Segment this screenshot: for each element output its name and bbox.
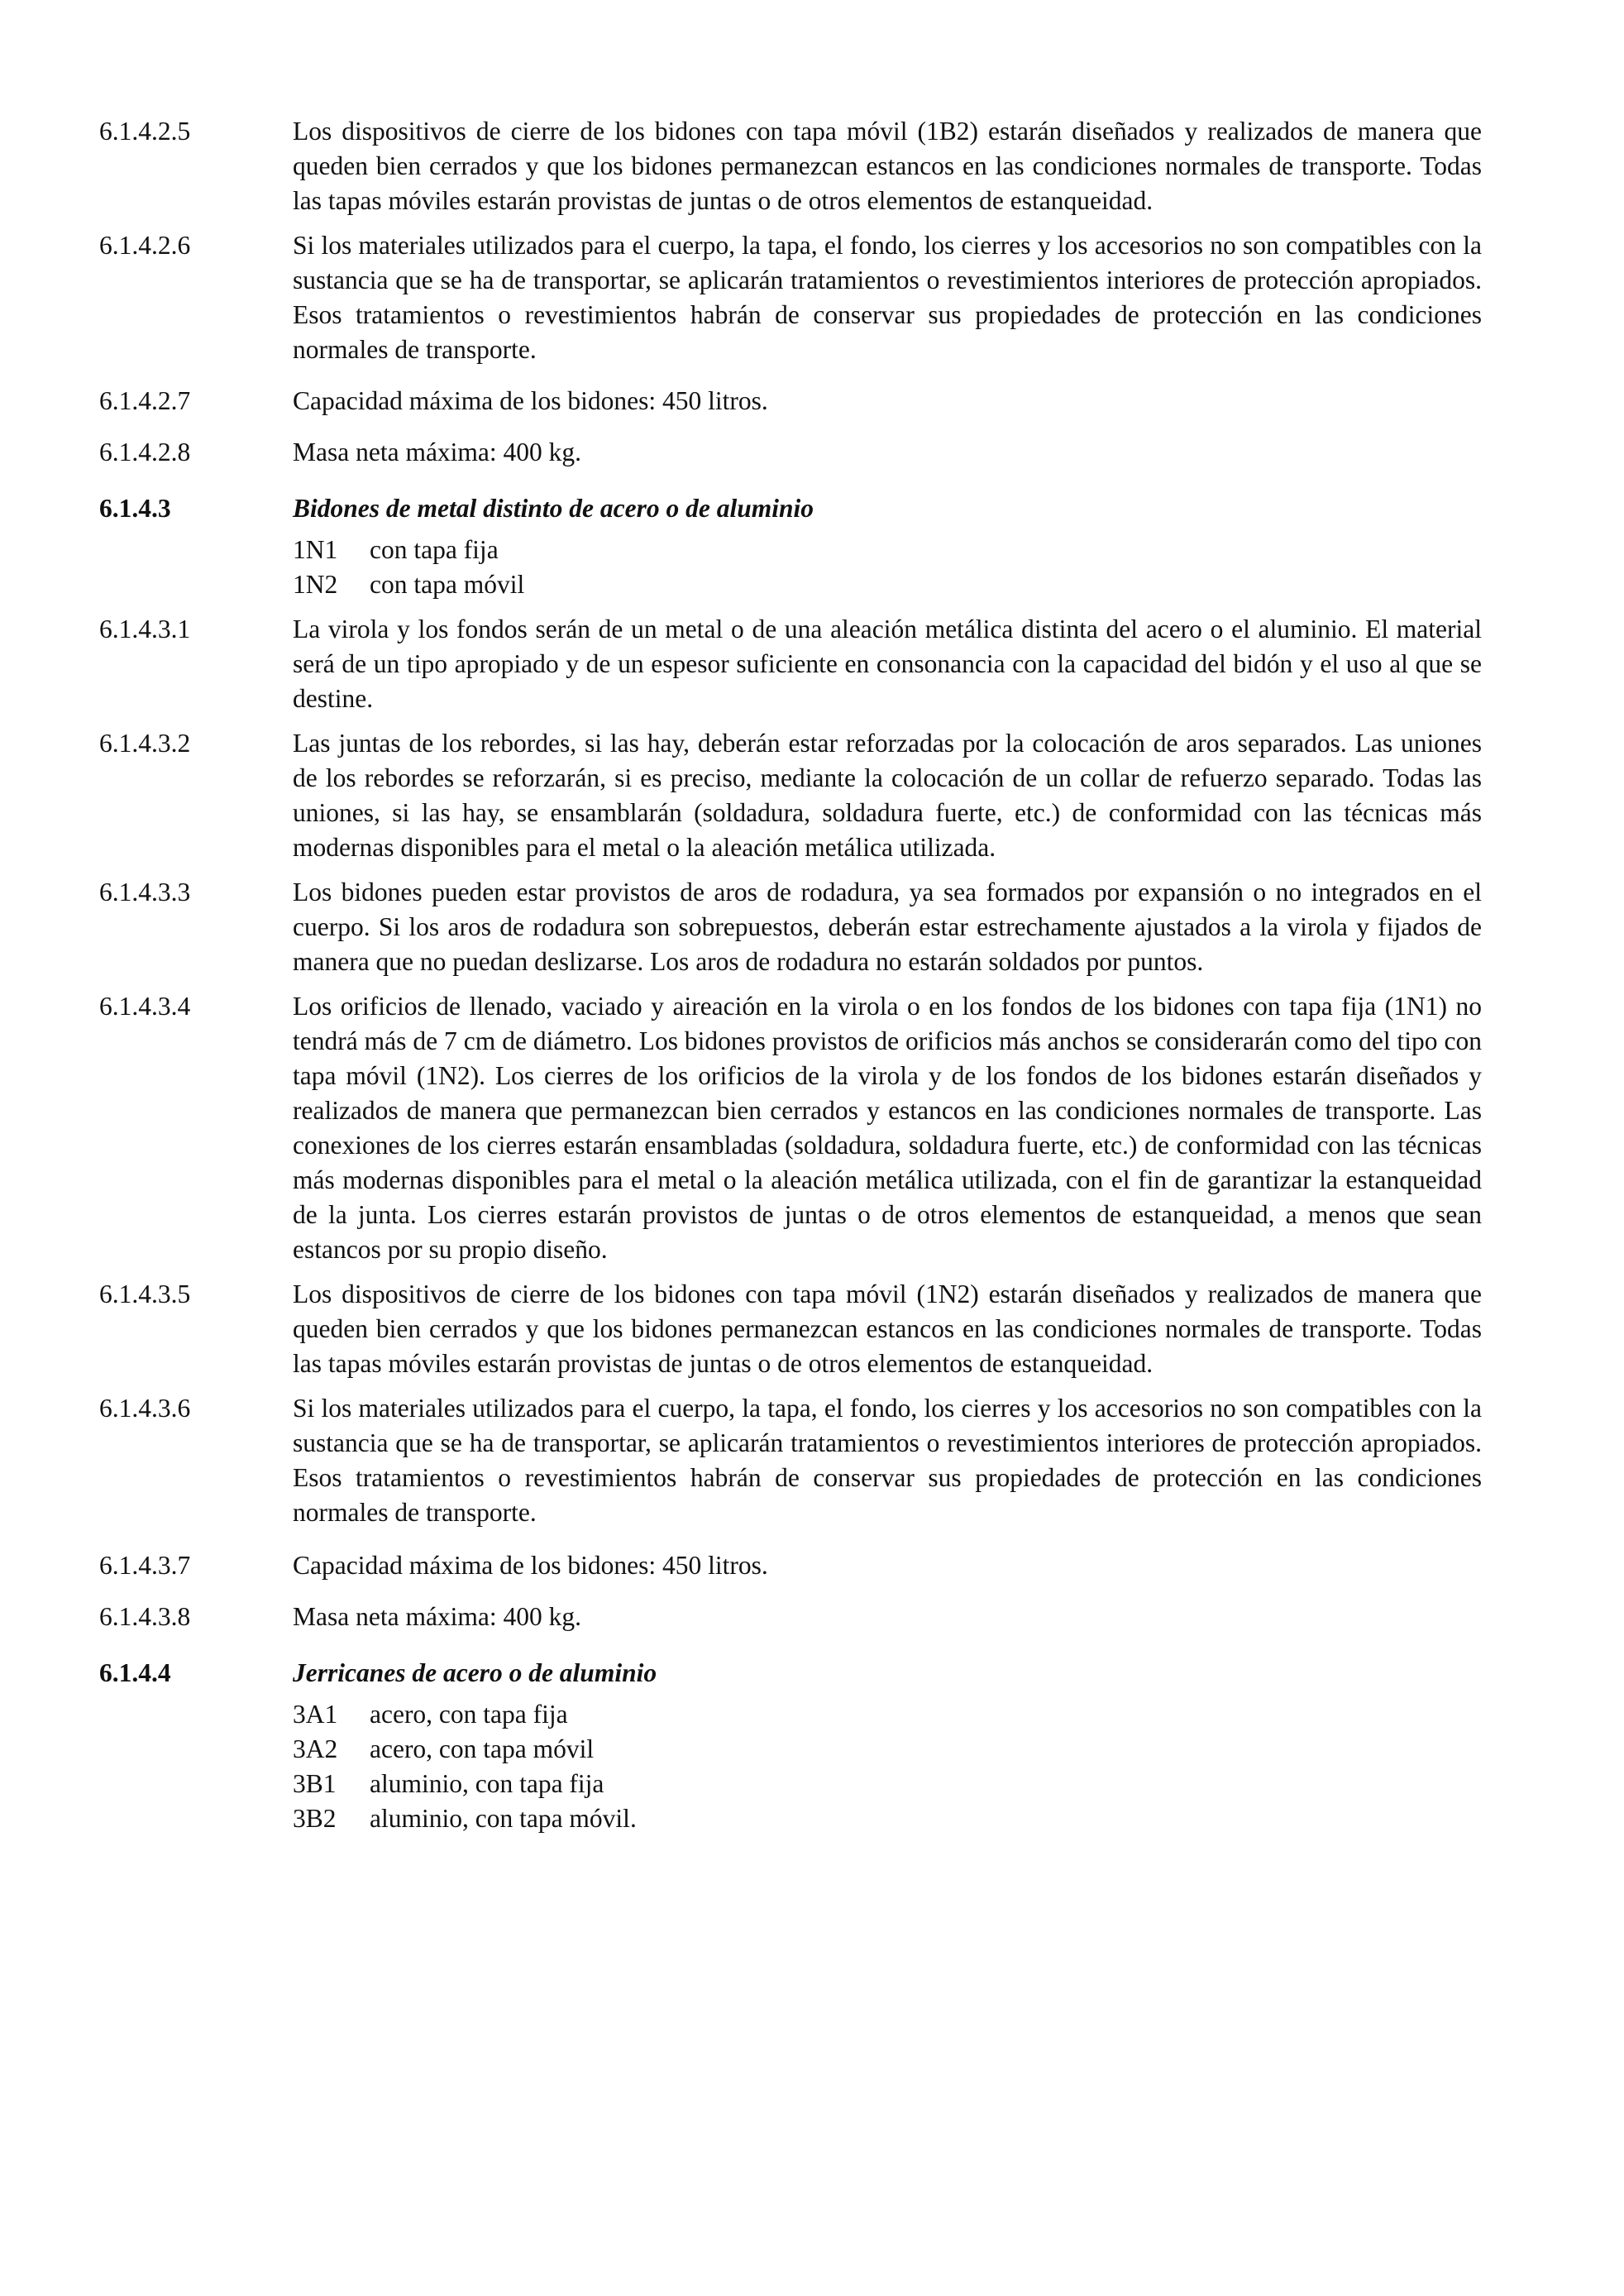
paragraph-number: 6.1.4.3.2 <box>99 729 191 758</box>
paragraph-6-1-4-3-6 <box>99 1391 1482 1530</box>
paragraph-text: Masa neta máxima: 400 kg. <box>293 438 582 466</box>
paragraph-6-1-4-2-5 <box>99 114 1482 218</box>
code-description: con tapa fija <box>370 535 499 564</box>
paragraph-number: 6.1.4.3.3 <box>99 878 191 906</box>
paragraph-6-1-4-3-4 <box>99 989 1482 1267</box>
paragraph-6-1-4-3-7 <box>99 1548 1482 1583</box>
paragraph-6-1-4-3-3 <box>99 875 1482 979</box>
paragraph-number: 6.1.4.3.6 <box>99 1394 191 1423</box>
code-item <box>293 1801 637 1836</box>
paragraph-text: Las juntas de los rebordes, si las hay, deberán estar reforzadas por la colocación de aros separados. Las uniones de los rebordes se reforzarán, si es preciso, mediante la colocación de un collar de refuerzo separado. Todas las uniones, si las hay, se ensamblarán (soldadura, soldadura fuerte, etc.) de conformidad con las técnicas más modernas disponibles para el metal o la aleación metálica utilizada. <box>293 729 1482 862</box>
paragraph-6-1-4-3-5 <box>99 1277 1482 1381</box>
paragraph-number: 6.1.4.3.4 <box>99 992 191 1021</box>
paragraph-6-1-4-3-8 <box>99 1600 1482 1634</box>
paragraph-6-1-4-2-7 <box>99 384 1482 419</box>
paragraph-text: Si los materiales utilizados para el cuerpo, la tapa, el fondo, los cierres y los accesorios no son compatibles con la sustancia que se ha de transportar, se aplicarán tratamientos o revestimientos interiores de protección apropiados. Esos tratamientos o revestimientos habrán de conservar sus propiedades de protección en las condiciones normales de transporte. <box>293 1394 1482 1527</box>
paragraph-number: 6.1.4.2.5 <box>99 117 191 146</box>
paragraph-number: 6.1.4.3.7 <box>99 1551 191 1580</box>
paragraph-text: Los orificios de llenado, vaciado y aireación en la virola o en los fondos de los bidones con tapa fija (1N1) no tendrá más de 7 cm de diámetro. Los bidones provistos de orificios más anchos se considerarán como del tipo con tapa móvil (1N2). Los cierres de los orificios de la virola y de los fondos de los bidones estarán diseñados y realizados de manera que permanezcan bien cerrados y estancos en las condiciones normales de transporte. Las conexiones de los cierres estarán ensambladas (soldadura, soldadura fuerte, etc.) de conformidad con las técnicas más modernas disponibles para el metal o la aleación metálica utilizada, con el fin de garantizar la estanqueidad de la junta. Los cierres estarán provistos de juntas o de otros elementos de estanqueidad, a menos que sean estancos por su propio diseño. <box>293 992 1482 1264</box>
code-item <box>293 1732 637 1767</box>
paragraph-text: Los dispositivos de cierre de los bidones con tapa móvil (1B2) estarán diseñados y realizados de manera que queden bien cerrados y que los bidones permanezcan estancos en las condiciones normales de transporte. Todas las tapas móviles estarán provistas de juntas o de otros elementos de estanqueidad. <box>293 117 1482 215</box>
paragraph-text: Los bidones pueden estar provistos de aros de rodadura, ya sea formados por expansión o no integrados en el cuerpo. Si los aros de rodadura son sobrepuestos, deberán estar estrechamente ajustados a la virola y fijados de manera que no puedan deslizarse. Los aros de rodadura no estarán soldados por puntos. <box>293 878 1482 976</box>
code-label: 1N2 <box>293 570 338 599</box>
paragraph-number: 6.1.4.2.6 <box>99 231 191 260</box>
code-label: 1N1 <box>293 535 338 564</box>
section-number: 6.1.4.4 <box>99 1658 171 1687</box>
paragraph-number: 6.1.4.3.1 <box>99 615 191 643</box>
code-item <box>293 533 524 567</box>
paragraph-text: Masa neta máxima: 400 kg. <box>293 1602 582 1631</box>
code-description: acero, con tapa móvil <box>370 1734 595 1763</box>
code-list-6-1-4-3 <box>99 533 1482 602</box>
code-item <box>293 1697 637 1732</box>
code-label: 3B1 <box>293 1769 337 1798</box>
code-description: acero, con tapa fija <box>370 1700 568 1729</box>
section-title: Jerricanes de acero o de aluminio <box>293 1658 657 1687</box>
code-item <box>293 567 524 602</box>
section-number: 6.1.4.3 <box>99 494 171 523</box>
code-label: 3A1 <box>293 1700 338 1729</box>
section-title: Bidones de metal distinto de acero o de aluminio <box>293 494 814 523</box>
code-label: 3B2 <box>293 1804 337 1833</box>
code-description: aluminio, con tapa móvil. <box>370 1804 637 1833</box>
code-list-6-1-4-4 <box>99 1697 1482 1836</box>
paragraph-number: 6.1.4.3.5 <box>99 1280 191 1308</box>
paragraph-text: Los dispositivos de cierre de los bidones con tapa móvil (1N2) estarán diseñados y realizados de manera que queden bien cerrados y que los bidones permanezcan estancos en las condiciones normales de transporte. Todas las tapas móviles estarán provistas de juntas o de otros elementos de estanqueidad. <box>293 1280 1482 1378</box>
paragraph-number: 6.1.4.3.8 <box>99 1602 191 1631</box>
paragraph-text: La virola y los fondos serán de un metal o de una aleación metálica distinta del acero o el aluminio. El material será de un tipo apropiado y de un espesor suficiente en consonancia con la capacidad del bidón y el uso al que se destine. <box>293 615 1482 713</box>
paragraph-6-1-4-2-8 <box>99 435 1482 470</box>
paragraph-6-1-4-3-2 <box>99 726 1482 865</box>
section-heading-6-1-4-4 <box>99 1656 1482 1691</box>
code-description: aluminio, con tapa fija <box>370 1769 604 1798</box>
code-label: 3A2 <box>293 1734 338 1763</box>
paragraph-6-1-4-2-6 <box>99 228 1482 367</box>
code-description: con tapa móvil <box>370 570 525 599</box>
paragraph-text: Capacidad máxima de los bidones: 450 litros. <box>293 1551 768 1580</box>
code-item <box>293 1767 637 1801</box>
section-heading-6-1-4-3 <box>99 491 1482 526</box>
paragraph-number: 6.1.4.2.8 <box>99 438 191 466</box>
paragraph-number: 6.1.4.2.7 <box>99 386 191 415</box>
paragraph-text: Capacidad máxima de los bidones: 450 litros. <box>293 386 768 415</box>
paragraph-6-1-4-3-1 <box>99 612 1482 716</box>
paragraph-text: Si los materiales utilizados para el cuerpo, la tapa, el fondo, los cierres y los accesorios no son compatibles con la sustancia que se ha de transportar, se aplicarán tratamientos o revestimientos interiores de protección apropiados. Esos tratamientos o revestimientos habrán de conservar sus propiedades de protección en las condiciones normales de transporte. <box>293 231 1482 364</box>
